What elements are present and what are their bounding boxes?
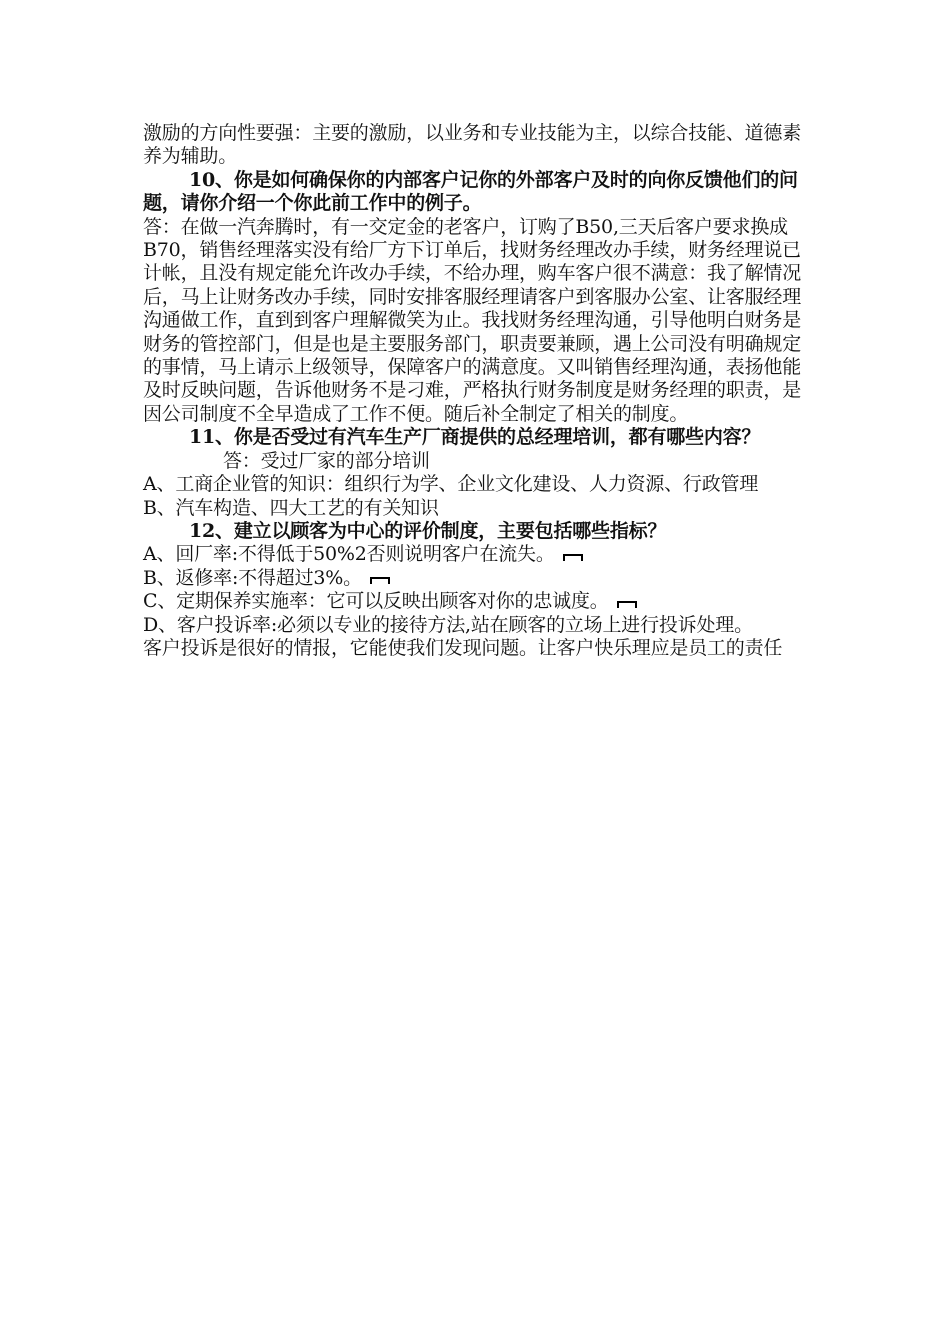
comment-marker-icon <box>563 554 583 561</box>
answer-12-item-a <box>143 543 811 566</box>
comment-marker-icon <box>370 577 390 584</box>
document-body <box>143 122 811 660</box>
question-10: 10、你是如何确保你的内部客户记你的外部客户及时的向你反馈他们的问题，请你介绍一个你此前工作中的例子。 <box>143 168 798 215</box>
answer-11: 答：受过厂家的部分培训 <box>223 449 430 472</box>
answer-12-item-d: D、客户投诉率:必须以专业的接待方法,站在顾客的立场上进行投诉处理。 <box>143 613 753 636</box>
answer-12-item-b-text: B、返修率:不得超过3%。 <box>143 566 362 589</box>
comment-marker-icon <box>617 601 637 608</box>
question-12: 12、建立以顾客为中心的评价制度，主要包括哪些指标？ <box>189 519 667 542</box>
question-11: 11、你是否受过有汽车生产厂商提供的总经理培训，都有哪些内容？ <box>189 426 761 449</box>
intro-paragraph: 激励的方向性要强：主要的激励，以业务和专业技能为主，以综合技能、道德素养为辅助。 <box>143 122 802 168</box>
answer-12-item-b <box>143 567 811 590</box>
answer-10: 答：在做一汽奔腾时，有一交定金的老客户，订购了B50,三天后客户要求换成B70，销售经理落实没有给厂方下订单后，找财务经理改办手续，财务经理说已计帐，且没有规定能允许改办手续，不给办理，购车客户很不满意：我了解情况后，马上让财务改办手续，同时安排客服经理请客户到客服办公室、让客服经理沟通做工作，直到到客户理解微笑为止。我找财务经理沟通，引导他明白财务是财务的管控部门，但是也是主要服务部门，职责要兼顾，遇上公司没有明确规定的事情，马上请示上级领导，保障客户的满意度。又叫销售经理沟通，表扬他能及时反映问题，告诉他财务不是刁难，严格执行财务制度是财务经理的职责，是因公司制度不全早造成了工作不便。随后补全制定了相关的制度。 <box>143 215 802 425</box>
answer-11-item-a: A、工商企业管的知识：组织行为学、企业文化建设、人力资源、行政管理 <box>143 473 759 496</box>
answer-12-item-c-text: C、定期保养实施率：它可以反映出顾客对你的忠诚度。 <box>143 590 609 613</box>
closing-paragraph: 客户投诉是很好的情报，它能使我们发现问题。让客户快乐理应是员工的责任 <box>143 636 783 659</box>
answer-12-item-c <box>143 590 811 613</box>
answer-11-item-b: B、汽车构造、四大工艺的有关知识 <box>143 496 439 519</box>
answer-12-item-a-text: A、回厂率:不得低于50%2否则说明客户在流失。 <box>143 543 555 566</box>
